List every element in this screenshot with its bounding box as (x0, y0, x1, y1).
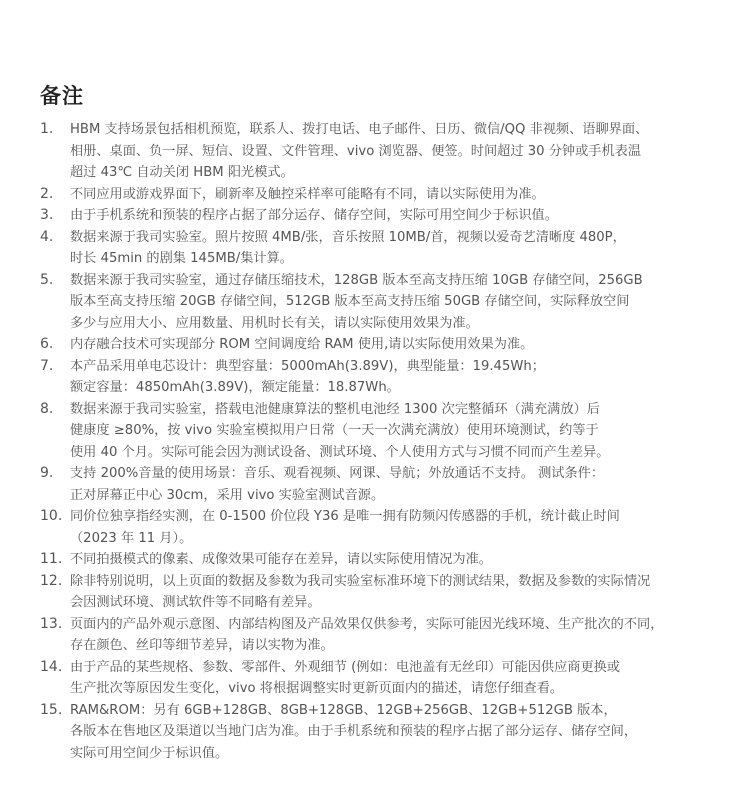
note-line: 内存融合技术可实现部分 ROM 空间调度给 RAM 使用,请以实际使用效果为准。 (70, 337, 534, 352)
note-line: 实际可用空间少于标识值。 (70, 745, 229, 761)
note-item (40, 205, 712, 227)
note-item (40, 227, 712, 270)
note-item (40, 356, 712, 399)
note-text (70, 506, 712, 549)
note-number: 5. (40, 271, 54, 288)
note-number: 10. (40, 508, 63, 524)
note-line: 使用 40 个月。实际可能会因为测试设备、测试环境、个人使用方式与习惯不同而产生差异。 (70, 444, 610, 460)
note-item (40, 657, 712, 700)
note-text (70, 399, 712, 464)
note-text (70, 184, 712, 206)
note-line: 不同拍摄模式的像素、成像效果可能存在差异，请以实际使用情况为准。 (70, 552, 492, 567)
note-text (70, 356, 712, 399)
note-line: 由于产品的某些规格、参数、零部件、外观细节 (例如：电池盖有无丝印）可能因供应商更换或 (70, 659, 621, 675)
note-line: 健康度 ≥80%，按 vivo 实验室模拟用户日常（一天一次满充满放）使用环境测试，约等于 (70, 423, 599, 438)
note-item (40, 334, 712, 356)
note-item (40, 506, 712, 549)
note-item (40, 399, 712, 464)
note-item (40, 549, 712, 571)
note-line: 相册、桌面、负一屏、短信、设置、文件管理、vivo 浏览器、便签。时间超过 30 分钟或手机表温 (70, 143, 642, 159)
note-text (70, 270, 712, 335)
note-item (40, 700, 712, 765)
note-text (70, 227, 712, 270)
note-number: 15. (40, 701, 63, 718)
note-line: 额定容量：4850mAh(3.89V)，额定能量：18.87Wh。 (70, 380, 400, 395)
note-line: 多少与应用大小、应用数量、用机时长有关，请以实际使用效果为准。 (70, 315, 479, 331)
note-text (70, 205, 712, 227)
note-number: 1. (40, 121, 54, 137)
note-line: 生产批次等原因发生变化，vivo 将根据调整实时更新页面内的描述，请您仔细查看。 (70, 681, 564, 696)
note-line: 正对屏幕正中心 30cm，采用 vivo 实验室测试音源。 (70, 487, 385, 503)
note-item (40, 571, 712, 614)
notes-list (40, 119, 712, 764)
note-line: 版本至高支持压缩 20GB 存储空间，512GB 版本至高支持压缩 50GB 存储空间，实际释放空间 (70, 294, 630, 309)
note-item (40, 463, 712, 506)
note-text (70, 119, 712, 184)
note-line: 支持 200%音量的使用场景：音乐、观看视频、网课、导航；外放通话不支持。 测试条件： (70, 466, 605, 481)
note-text (70, 571, 712, 614)
note-number: 7. (40, 357, 54, 374)
note-text (70, 657, 712, 700)
note-line: HBM 支持场景包括相机预览，联系人、拨打电话、电子邮件、日历、微信/QQ 非视频、语聊界面、 (70, 122, 649, 137)
note-number: 2. (40, 185, 54, 202)
note-item (40, 270, 712, 335)
note-line: （2023 年 11 月）。 (70, 530, 193, 546)
note-number: 14. (40, 658, 63, 675)
note-number: 11. (40, 551, 63, 567)
note-line: 页面内的产品外观示意图、内部结构图及产品效果仅供参考，实际可能因光线环境、生产批次的不同， (70, 616, 664, 632)
note-line: 各版本在售地区及渠道以当地门店为准。由于手机系统和预装的程序占据了部分运存、储存空间， (70, 724, 638, 739)
note-line: 存在颜色、丝印等细节差异，请以实物为准。 (70, 638, 334, 653)
note-line: 超过 43℃ 自动关闭 HBM 阳光模式。 (70, 165, 294, 180)
note-text (70, 334, 712, 356)
note-text (70, 700, 712, 765)
note-line: 不同应用或游戏界面下，刷新率及触控采样率可能略有不同，请以实际使用为准。 (70, 186, 545, 202)
note-line: 数据来源于我司实验室。照片按照 4MB/张，音乐按照 10MB/首，视频以爱奇艺清晰度 480P， (70, 229, 626, 245)
note-line: 数据来源于我司实验室，搭载电池健康算法的整机电池经 1300 次完整循环（满充满放）后 (70, 401, 600, 417)
page-title: 备注 (40, 84, 84, 108)
note-line: 同价位独享指经实测，在 0-1500 价位段 Y36 是唯一拥有防频闪传感器的手机，统计截止时间 (70, 509, 620, 524)
note-text (70, 614, 712, 657)
note-item (40, 184, 712, 206)
note-text (70, 463, 712, 506)
note-number: 8. (40, 400, 54, 417)
note-text (70, 549, 712, 571)
note-item (40, 614, 712, 657)
note-number: 9. (40, 465, 54, 481)
note-line: 会因测试环境、测试软件等不同略有差异。 (70, 595, 321, 610)
note-number: 4. (40, 228, 54, 245)
note-number: 12. (40, 572, 63, 589)
note-line: RAM&ROM：另有 6GB+128GB、8GB+128GB、12GB+256GB、12GB+512GB 版本， (70, 702, 617, 718)
note-number: 3. (40, 207, 54, 223)
note-line: 除非特别说明，以上页面的数据及参数为我司实验室标准环境下的测试结果，数据及参数的实际情况 (70, 573, 651, 589)
note-line: 本产品采用单电芯设计：典型容量：5000mAh(3.89V)，典型能量：19.45Wh； (70, 358, 545, 374)
note-line: 由于手机系统和预装的程序占据了部分运存、储存空间，实际可用空间少于标识值。 (70, 208, 558, 223)
note-number: 6. (40, 336, 54, 352)
note-item (40, 119, 712, 184)
note-line: 时长 45min 的剧集 145MB/集计算。 (70, 251, 293, 266)
note-number: 13. (40, 615, 63, 632)
note-line: 数据来源于我司实验室，通过存储压缩技术，128GB 版本至高支持压缩 10GB 存储空间，256GB (70, 272, 643, 288)
